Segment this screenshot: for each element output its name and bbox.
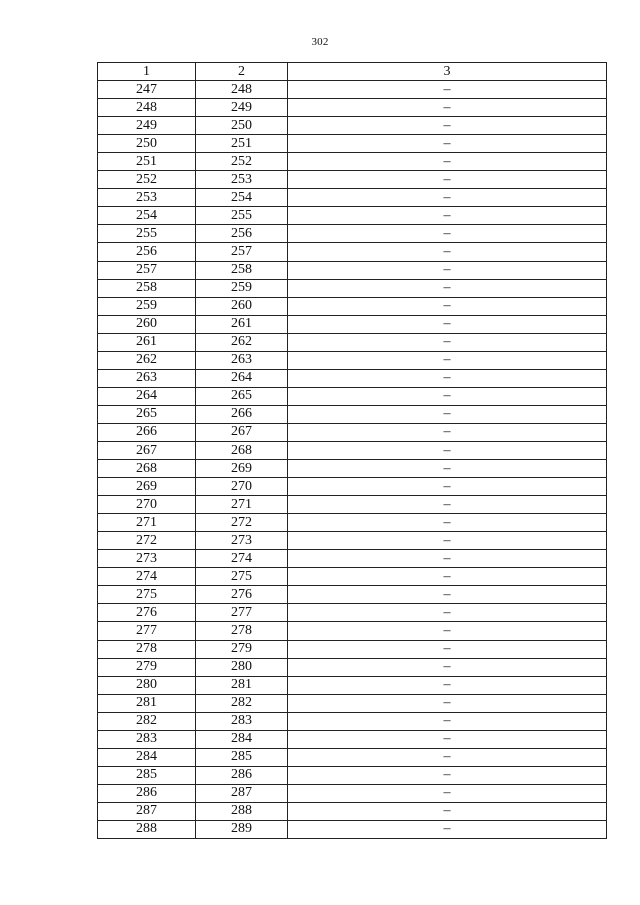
table-cell-col2: 275 xyxy=(196,568,288,586)
table-row xyxy=(98,784,607,802)
table-cell-col2: 255 xyxy=(196,207,288,225)
table-cell-col2: 282 xyxy=(196,694,288,712)
table-row xyxy=(98,730,607,748)
table-cell-col3: – xyxy=(288,333,607,351)
table-cell-col1: 266 xyxy=(98,423,196,441)
table-cell-col2: 286 xyxy=(196,766,288,784)
table-cell-col3: – xyxy=(288,99,607,117)
table-row xyxy=(98,135,607,153)
table-row xyxy=(98,586,607,604)
table-cell-col1: 258 xyxy=(98,279,196,297)
table-cell-col2: 283 xyxy=(196,712,288,730)
header-row xyxy=(98,63,607,81)
table-cell-col3: – xyxy=(288,766,607,784)
table-cell-col3: – xyxy=(288,568,607,586)
table-row xyxy=(98,405,607,423)
table-cell-col3: – xyxy=(288,81,607,99)
table-cell-col1: 281 xyxy=(98,694,196,712)
table-cell-col1: 284 xyxy=(98,748,196,766)
table-cell-col2: 280 xyxy=(196,658,288,676)
table-cell-col2: 253 xyxy=(196,171,288,189)
table-cell-col1: 274 xyxy=(98,568,196,586)
table-cell-col3: – xyxy=(288,207,607,225)
table-cell-col3: – xyxy=(288,405,607,423)
table-cell-col3: – xyxy=(288,532,607,550)
table-cell-col2: 288 xyxy=(196,802,288,820)
table-cell-col1: 267 xyxy=(98,441,196,459)
table-cell-col2: 249 xyxy=(196,99,288,117)
table-row xyxy=(98,712,607,730)
table-cell-col1: 263 xyxy=(98,369,196,387)
table-cell-col2: 261 xyxy=(196,315,288,333)
table-row xyxy=(98,514,607,532)
table-cell-col1: 262 xyxy=(98,351,196,369)
table-cell-col1: 285 xyxy=(98,766,196,784)
table-cell-col1: 249 xyxy=(98,117,196,135)
table-cell-col2: 264 xyxy=(196,369,288,387)
table-cell-col1: 255 xyxy=(98,225,196,243)
column-header-3: 3 xyxy=(288,63,607,81)
table-cell-col3: – xyxy=(288,622,607,640)
table-cell-col3: – xyxy=(288,550,607,568)
table-row xyxy=(98,460,607,478)
table-cell-col3: – xyxy=(288,261,607,279)
table-cell-col1: 277 xyxy=(98,622,196,640)
table-cell-col3: – xyxy=(288,730,607,748)
table-cell-col2: 287 xyxy=(196,784,288,802)
table-cell-col2: 271 xyxy=(196,496,288,514)
table-row xyxy=(98,820,607,838)
table-cell-col1: 271 xyxy=(98,514,196,532)
table-cell-col2: 277 xyxy=(196,604,288,622)
table-cell-col3: – xyxy=(288,604,607,622)
table-row xyxy=(98,369,607,387)
table-row xyxy=(98,387,607,405)
table-row xyxy=(98,81,607,99)
table-cell-col3: – xyxy=(288,153,607,171)
table-cell-col1: 261 xyxy=(98,333,196,351)
table-cell-col1: 288 xyxy=(98,820,196,838)
table-cell-col3: – xyxy=(288,676,607,694)
table-header xyxy=(98,63,607,81)
table-row xyxy=(98,532,607,550)
table-cell-col2: 263 xyxy=(196,351,288,369)
table-cell-col2: 259 xyxy=(196,279,288,297)
table-cell-col3: – xyxy=(288,460,607,478)
table-cell-col3: – xyxy=(288,279,607,297)
table-cell-col1: 256 xyxy=(98,243,196,261)
table-cell-col2: 251 xyxy=(196,135,288,153)
table-cell-col2: 281 xyxy=(196,676,288,694)
table-cell-col3: – xyxy=(288,225,607,243)
table-row xyxy=(98,423,607,441)
table-cell-col1: 283 xyxy=(98,730,196,748)
column-header-1: 1 xyxy=(98,63,196,81)
table-row xyxy=(98,261,607,279)
table-row xyxy=(98,333,607,351)
table-cell-col2: 256 xyxy=(196,225,288,243)
table-cell-col1: 270 xyxy=(98,496,196,514)
table-cell-col3: – xyxy=(288,297,607,315)
table-cell-col2: 265 xyxy=(196,387,288,405)
table-cell-col3: – xyxy=(288,351,607,369)
table-cell-col1: 268 xyxy=(98,460,196,478)
table-cell-col3: – xyxy=(288,586,607,604)
table-cell-col3: – xyxy=(288,658,607,676)
table-cell-col3: – xyxy=(288,135,607,153)
table-cell-col1: 265 xyxy=(98,405,196,423)
table-cell-col1: 273 xyxy=(98,550,196,568)
table-cell-col3: – xyxy=(288,694,607,712)
table-cell-col3: – xyxy=(288,640,607,658)
table-cell-col3: – xyxy=(288,189,607,207)
table-row xyxy=(98,568,607,586)
table-row xyxy=(98,117,607,135)
table-cell-col1: 248 xyxy=(98,99,196,117)
table-cell-col1: 254 xyxy=(98,207,196,225)
column-header-2: 2 xyxy=(196,63,288,81)
table-row xyxy=(98,441,607,459)
table-cell-col1: 276 xyxy=(98,604,196,622)
table-cell-col2: 268 xyxy=(196,441,288,459)
table-row xyxy=(98,225,607,243)
table-cell-col3: – xyxy=(288,171,607,189)
table-cell-col2: 284 xyxy=(196,730,288,748)
table-cell-col1: 269 xyxy=(98,478,196,496)
table-cell-col1: 279 xyxy=(98,658,196,676)
table-row xyxy=(98,171,607,189)
table-row xyxy=(98,694,607,712)
table-cell-col3: – xyxy=(288,802,607,820)
table-cell-col3: – xyxy=(288,496,607,514)
table-cell-col2: 285 xyxy=(196,748,288,766)
table-row xyxy=(98,189,607,207)
table-cell-col2: 274 xyxy=(196,550,288,568)
table-cell-col2: 248 xyxy=(196,81,288,99)
table-cell-col2: 252 xyxy=(196,153,288,171)
table-row xyxy=(98,658,607,676)
table-cell-col1: 259 xyxy=(98,297,196,315)
table-cell-col1: 252 xyxy=(98,171,196,189)
table-cell-col2: 276 xyxy=(196,586,288,604)
table-row xyxy=(98,207,607,225)
table-cell-col3: – xyxy=(288,441,607,459)
table-row xyxy=(98,802,607,820)
table-cell-col1: 278 xyxy=(98,640,196,658)
table-cell-col3: – xyxy=(288,315,607,333)
table-row xyxy=(98,622,607,640)
table-cell-col1: 272 xyxy=(98,532,196,550)
table-cell-col3: – xyxy=(288,243,607,261)
table-row xyxy=(98,676,607,694)
table-cell-col3: – xyxy=(288,748,607,766)
table-row xyxy=(98,766,607,784)
table-cell-col1: 275 xyxy=(98,586,196,604)
table-cell-col2: 279 xyxy=(196,640,288,658)
table-cell-col1: 264 xyxy=(98,387,196,405)
table-row xyxy=(98,351,607,369)
table-cell-col2: 250 xyxy=(196,117,288,135)
table-cell-col1: 257 xyxy=(98,261,196,279)
table-cell-col3: – xyxy=(288,423,607,441)
table-row xyxy=(98,748,607,766)
table-cell-col2: 262 xyxy=(196,333,288,351)
table-cell-col1: 260 xyxy=(98,315,196,333)
table-cell-col3: – xyxy=(288,514,607,532)
table-cell-col1: 286 xyxy=(98,784,196,802)
table-cell-col1: 280 xyxy=(98,676,196,694)
table-cell-col2: 272 xyxy=(196,514,288,532)
table-row xyxy=(98,315,607,333)
table-row xyxy=(98,279,607,297)
table-row xyxy=(98,297,607,315)
table-row xyxy=(98,496,607,514)
table-row xyxy=(98,550,607,568)
table-cell-col3: – xyxy=(288,387,607,405)
table-cell-col1: 250 xyxy=(98,135,196,153)
table-cell-col3: – xyxy=(288,369,607,387)
table-row xyxy=(98,243,607,261)
table-cell-col3: – xyxy=(288,712,607,730)
table-cell-col2: 258 xyxy=(196,261,288,279)
table-row xyxy=(98,153,607,171)
table-row xyxy=(98,478,607,496)
table-cell-col3: – xyxy=(288,820,607,838)
table-cell-col2: 254 xyxy=(196,189,288,207)
data-table xyxy=(97,62,607,839)
table-cell-col1: 253 xyxy=(98,189,196,207)
table-cell-col3: – xyxy=(288,478,607,496)
table-cell-col2: 278 xyxy=(196,622,288,640)
table-cell-col2: 269 xyxy=(196,460,288,478)
table-cell-col2: 273 xyxy=(196,532,288,550)
table-row xyxy=(98,640,607,658)
table-body xyxy=(98,81,607,839)
table-cell-col1: 247 xyxy=(98,81,196,99)
table-cell-col2: 257 xyxy=(196,243,288,261)
table-cell-col2: 260 xyxy=(196,297,288,315)
table-cell-col2: 267 xyxy=(196,423,288,441)
table-cell-col1: 282 xyxy=(98,712,196,730)
page-number: 302 xyxy=(311,36,329,48)
table-cell-col3: – xyxy=(288,117,607,135)
table-row xyxy=(98,604,607,622)
table-cell-col1: 287 xyxy=(98,802,196,820)
table-cell-col2: 289 xyxy=(196,820,288,838)
table-cell-col2: 270 xyxy=(196,478,288,496)
table-cell-col2: 266 xyxy=(196,405,288,423)
table-row xyxy=(98,99,607,117)
table-cell-col1: 251 xyxy=(98,153,196,171)
table-cell-col3: – xyxy=(288,784,607,802)
